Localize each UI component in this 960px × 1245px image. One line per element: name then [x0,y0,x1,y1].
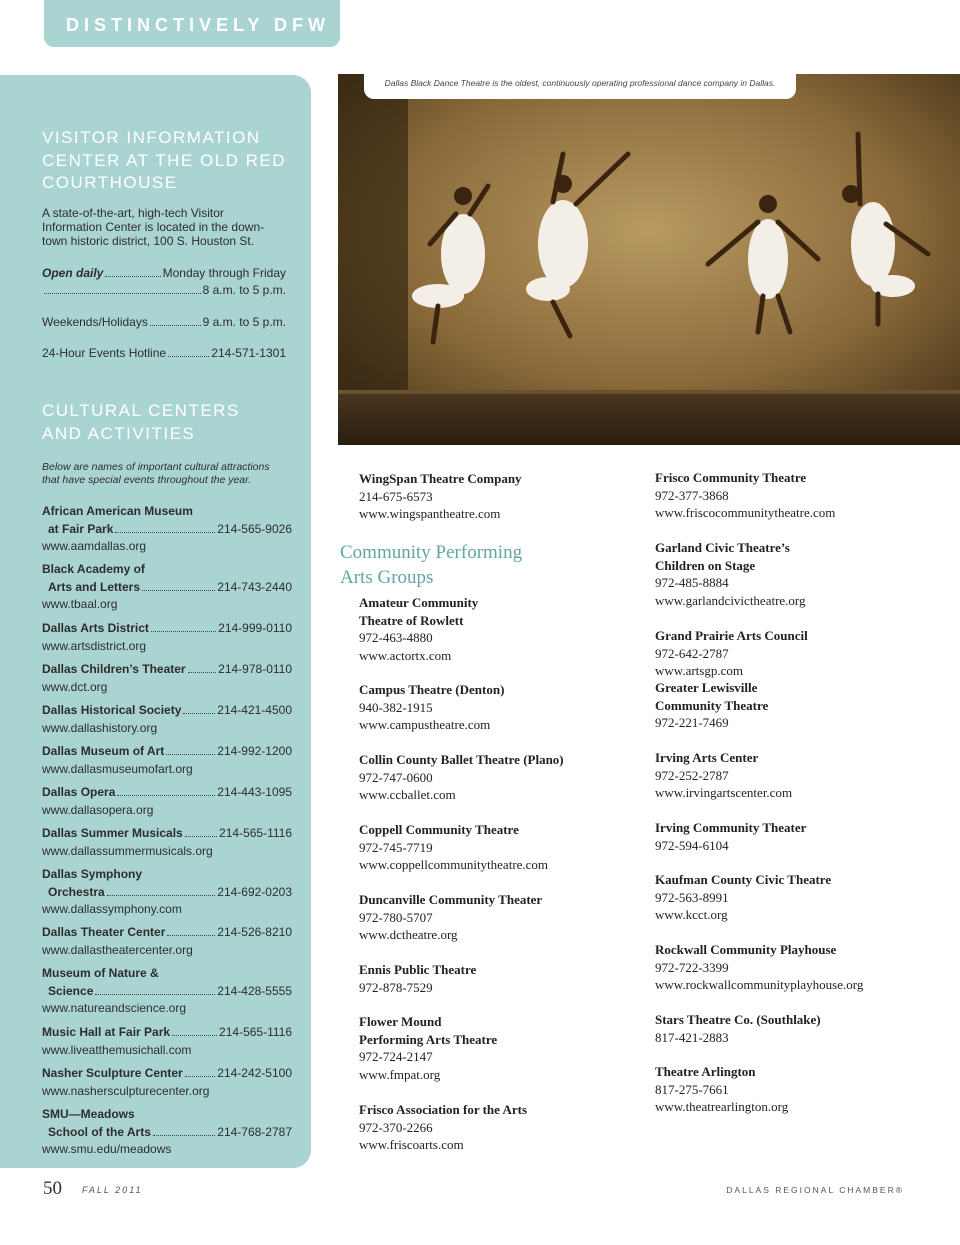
listing-phone: 972-252-2787 [655,767,729,783]
cultural-intro-line: that have special events throughout the year. [42,474,252,486]
entry-name: Dallas Children’s Theater [42,662,186,676]
listing-url[interactable]: www.dctheatre.org [359,927,458,942]
cultural-entry [42,743,292,778]
entry-phone: 214-526-8210 [217,925,292,939]
entry-name: Nasher Sculpture Center [42,1066,183,1080]
entry-name: Dallas Opera [42,785,116,799]
visitor-heading [42,127,286,195]
entry-url[interactable]: www.dct.org [42,679,108,694]
entry-url[interactable]: www.dallasopera.org [42,802,154,817]
entry-url[interactable]: www.dallassummermusicals.org [42,843,213,858]
listing-name: Theatre of Rowlett [359,612,464,628]
listing-entry [359,891,644,944]
cultural-entry [42,661,292,696]
listing-entry [359,470,639,523]
listing-name: Coppell Community Theatre [359,822,519,837]
entry-phone: 214-768-2787 [217,1124,292,1139]
cultural-heading [42,400,240,445]
listing-name: Campus Theatre (Denton) [359,682,505,697]
listing-phone: 817-275-7661 [655,1081,729,1097]
entry-phone: 214-978-0110 [218,662,292,676]
entry-url[interactable]: www.dallastheatercenter.org [42,942,193,957]
listing-phone: 972-370-2266 [359,1119,433,1135]
weekends-row [42,314,286,331]
entry-url[interactable]: www.liveatthemusichall.com [42,1042,192,1057]
weekends-hours: 9 a.m. to 5 p.m. [202,315,286,329]
entry-name: Science [48,983,94,998]
listing-url[interactable]: www.theatrearlington.org [655,1099,789,1114]
listing-url[interactable]: www.wingspantheatre.com [359,506,501,521]
hotline-label: 24-Hour Events Hotline [42,346,167,360]
listing-entry [655,469,945,522]
listing-entry [359,1013,644,1083]
entry-url[interactable]: www.tbaal.org [42,597,118,611]
entry-phone: 214-421-4500 [217,703,292,717]
listing-url[interactable]: www.artsgp.com [655,663,743,678]
entry-name-line: Dallas Symphony [42,867,143,881]
listing-name: Greater Lewisville [655,680,758,695]
community-heading [340,540,522,590]
listing-phone: 972-642-2787 [655,645,729,661]
listing-phone: 972-485-8884 [655,575,729,590]
listing-phone: 214-675-6573 [359,488,433,504]
cultural-entry [42,965,292,1018]
entry-name: Dallas Theater Center [42,925,166,939]
listing-name: Stars Theatre Co. (Southlake) [655,1012,821,1027]
listing-name: Collin County Ballet Theatre (Plano) [359,752,564,767]
cultural-intro-line: Below are names of important cultural attractions [42,461,270,473]
entry-name: Orchestra [48,884,105,899]
listing-entry [655,941,945,994]
visitor-heading-line: VISITOR INFORMATION [42,128,261,147]
listing-phone: 940-382-1915 [359,699,433,715]
entry-phone: 214-242-5100 [217,1066,292,1080]
cultural-entry [42,702,292,737]
listing-entry [655,749,945,802]
entry-url[interactable]: www.dallashistory.org [42,720,158,735]
listing-url[interactable]: www.actortx.com [359,647,452,663]
open-daily-hours: 8 a.m. to 5 p.m. [202,283,286,297]
entry-url[interactable]: www.artsdistrict.org [42,638,147,653]
entry-url[interactable]: www.dallassymphony.com [42,902,182,916]
listing-phone: 817-421-2883 [655,1029,729,1045]
issue-season: FALL 2011 [82,1185,143,1195]
listing-phone: 972-780-5707 [359,909,433,925]
entry-url[interactable]: www.aamdallas.org [42,539,147,553]
listing-name: Children on Stage [655,557,756,573]
dance-photo-illustration [338,74,960,445]
listing-phone: 972-724-2147 [359,1049,433,1064]
listing-entry [359,681,644,734]
listing-name: Theatre Arlington [655,1064,756,1079]
photo-caption: Dallas Black Dance Theatre is the oldest, continuously operating professional dance company in Dallas. [384,78,776,88]
listing-name: Irving Community Theater [655,820,807,835]
entry-phone: 214-565-1116 [219,826,292,840]
entry-phone: 214-999-0110 [218,621,292,635]
publisher-name: DALLAS REGIONAL CHAMBER® [726,1185,904,1195]
cultural-entry [42,924,292,959]
cultural-entry [42,503,292,556]
listing-name: Performing Arts Theatre [359,1031,498,1047]
listing-phone: 972-594-6104 [655,837,729,853]
hotline-row [42,345,286,362]
entry-name: Arts and Letters [48,579,141,594]
cultural-intro [42,461,292,487]
listing-phone: 972-878-7529 [359,979,433,995]
listing-url[interactable]: www.irvingartscenter.com [655,785,793,800]
cultural-entry [42,561,292,614]
listing-url[interactable]: www.campustheatre.com [359,717,491,732]
dance-photo [338,74,960,445]
visitor-heading-line: CENTER AT THE OLD RED [42,150,287,170]
entry-url[interactable]: www.natureandscience.org [42,1001,187,1015]
listing-phone: 972-745-7719 [359,839,433,855]
open-daily-label: Open daily [42,266,104,280]
cultural-entry [42,866,292,919]
listing-name: Frisco Association for the Arts [359,1102,528,1117]
open-daily-row [42,265,286,299]
listing-entry [655,679,945,732]
entry-phone: 214-743-2440 [217,579,292,594]
cultural-entry [42,1065,292,1100]
listing-phone: 972-463-4880 [359,630,433,645]
listing-name: Ennis Public Theatre [359,962,477,977]
entry-phone: 214-428-5555 [217,983,292,998]
hotline-number: 214-571-1301 [211,346,286,360]
cultural-entry [42,1106,292,1159]
open-daily-days: Monday through Friday [162,266,286,280]
visitor-body-line: A state-of-the-art, high-tech Visitor [42,206,224,220]
entry-phone: 214-565-1116 [219,1025,292,1039]
entry-name-line: Black Academy of [42,562,145,576]
listing-url[interactable]: www.fmpat.org [359,1066,441,1082]
listing-url[interactable]: www.friscoarts.com [359,1137,464,1152]
listing-url[interactable]: www.coppellcommunitytheatre.com [359,857,549,872]
listing-entry [655,627,945,680]
listing-name: Kaufman County Civic Theatre [655,872,832,887]
entry-name: Dallas Historical Society [42,703,182,717]
weekends-label: Weekends/Holidays [42,315,148,329]
listing-name: Community Theatre [655,697,769,713]
listing-url[interactable]: www.ccballet.com [359,787,456,802]
listing-phone: 972-563-8991 [655,889,729,905]
section-tab-label: DISTINCTIVELY DFW [66,15,331,35]
listing-url[interactable]: www.rockwallcommunityplayhouse.org [655,977,864,992]
listing-phone: 972-377-3868 [655,487,729,503]
listing-entry [655,1011,945,1046]
visitor-body-line: Information Center is located in the down- [42,220,265,234]
listing-entry [359,594,644,664]
listing-name: Frisco Community Theatre [655,470,807,485]
listing-entry [359,751,644,804]
listing-phone: 972-722-3399 [655,959,729,975]
entry-name-line: SMU—Meadows [42,1107,135,1121]
visitor-body-line: town historic district, 100 S. Houston St. [42,234,255,248]
listing-url[interactable]: www.kcct.org [655,907,728,922]
page-number: 50 [43,1178,62,1199]
listing-entry [655,1063,945,1116]
listing-url[interactable]: www.garlandcivictheatre.org [655,592,806,608]
listing-name: WingSpan Theatre Company [359,471,522,486]
entry-name: Dallas Museum of Art [42,744,165,758]
cultural-entry [42,825,292,860]
listing-entry [655,539,945,609]
entry-name: Music Hall at Fair Park [42,1025,171,1039]
listing-name: Duncanville Community Theater [359,892,543,907]
listing-name: Rockwall Community Playhouse [655,942,837,957]
entry-phone: 214-443-1095 [217,785,292,799]
entry-name: at Fair Park [48,521,114,536]
listing-name: Irving Arts Center [655,750,759,765]
listing-url[interactable]: www.friscocommunitytheatre.com [655,505,836,520]
listing-entry [359,821,644,874]
community-heading-line: Community Performing [340,542,523,563]
section-tab [44,0,340,47]
entry-url[interactable]: www.smu.edu/meadows [42,1142,172,1156]
entry-phone: 214-565-9026 [217,521,292,536]
entry-name-line: African American Museum [42,504,193,518]
listing-entry [655,819,945,854]
listing-entry [655,871,945,924]
entry-url[interactable]: www.nashersculpturecenter.org [42,1083,210,1098]
entry-name-line: Museum of Nature & [42,966,159,980]
photo-caption-box [364,74,796,99]
entry-phone: 214-992-1200 [217,744,292,758]
entry-name: Dallas Arts District [42,621,149,635]
community-heading-line: Arts Groups [340,567,434,588]
cultural-heading-line: CULTURAL CENTERS [42,401,240,420]
entry-name: Dallas Summer Musicals [42,826,183,840]
entry-url[interactable]: www.dallasmuseumofart.org [42,761,193,776]
cultural-entry [42,1024,292,1059]
visitor-heading-line: COURTHOUSE [42,173,178,192]
listing-phone: 972-221-7469 [655,715,729,730]
cultural-entry [42,784,292,819]
cultural-entry [42,620,292,655]
entry-phone: 214-692-0203 [217,884,292,899]
listing-entry [359,1101,644,1154]
listing-name: Flower Mound [359,1014,442,1029]
cultural-heading-line: AND ACTIVITIES [42,423,196,443]
listing-name: Garland Civic Theatre’s [655,540,790,555]
listing-name: Grand Prairie Arts Council [655,628,808,643]
listing-name: Amateur Community [359,595,479,610]
visitor-body [42,206,294,248]
entry-name: School of the Arts [48,1124,151,1139]
listing-phone: 972-747-0600 [359,769,433,785]
listing-entry [359,961,644,996]
